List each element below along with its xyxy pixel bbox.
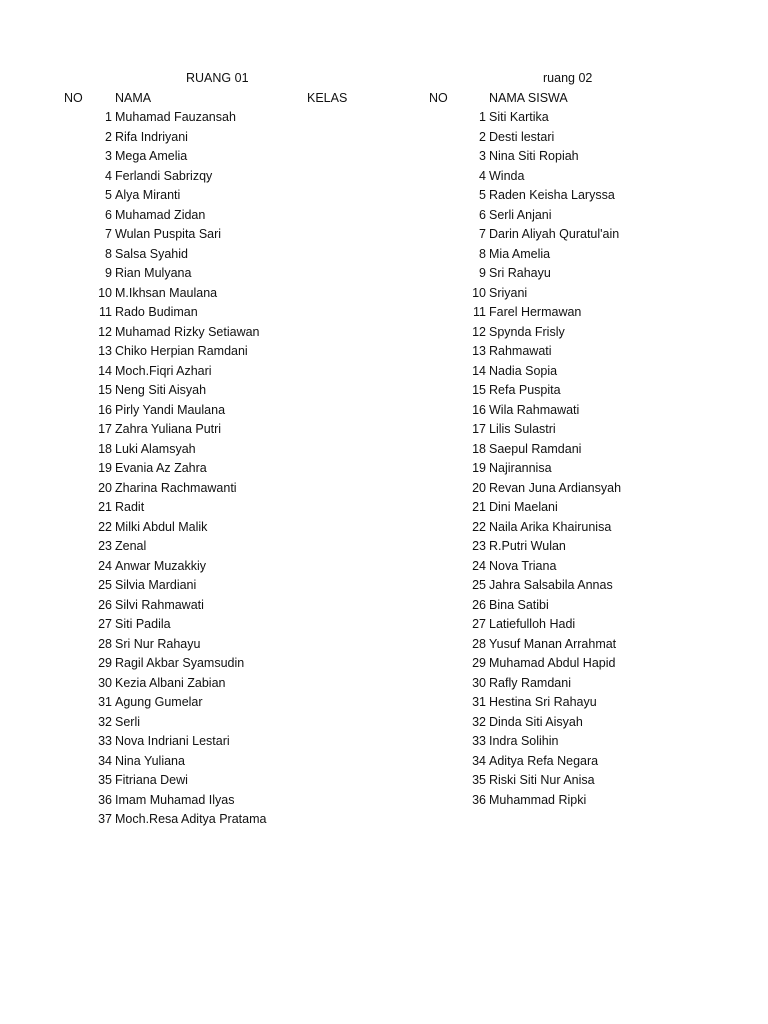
student-name: Indra Solihin bbox=[489, 734, 559, 748]
student-number: 3 bbox=[479, 149, 486, 163]
student-number: 23 bbox=[98, 539, 112, 553]
room2-title: ruang 02 bbox=[543, 71, 593, 85]
student-name: Winda bbox=[489, 168, 525, 183]
student-number: 24 bbox=[98, 558, 112, 573]
student-row bbox=[82, 557, 382, 577]
student-name: Rian Mulyana bbox=[115, 266, 192, 280]
student-number: 13 bbox=[98, 344, 112, 358]
student-name: Mia Amelia bbox=[489, 246, 551, 261]
student-number: 22 bbox=[472, 519, 486, 534]
student-name: Wila Rahmawati bbox=[489, 402, 580, 417]
student-row bbox=[82, 147, 382, 167]
student-row bbox=[456, 596, 756, 616]
student-number: 34 bbox=[98, 753, 112, 768]
student-row bbox=[82, 615, 382, 635]
student-name: Sriyani bbox=[489, 285, 528, 300]
student-row bbox=[82, 186, 382, 206]
student-row bbox=[456, 420, 756, 440]
student-row bbox=[82, 479, 382, 499]
student-number: 26 bbox=[472, 597, 486, 612]
student-number: 5 bbox=[479, 188, 486, 202]
student-number: 4 bbox=[105, 168, 112, 183]
student-name: Yusuf Manan Arrahmat bbox=[489, 636, 617, 651]
student-number: 17 bbox=[472, 422, 486, 436]
student-name: Anwar Muzakkiy bbox=[115, 558, 206, 573]
student-number: 25 bbox=[98, 578, 112, 592]
student-row bbox=[456, 401, 756, 421]
student-number: 8 bbox=[105, 246, 112, 261]
student-name: Radit bbox=[115, 500, 145, 514]
student-row bbox=[82, 752, 382, 772]
student-name: Riski Siti Nur Anisa bbox=[489, 773, 595, 787]
student-name: Nina Yuliana bbox=[115, 753, 185, 768]
student-row bbox=[456, 323, 756, 343]
room1-name-header: NAMA bbox=[115, 91, 152, 105]
student-name: Muhammad Ripki bbox=[489, 792, 587, 807]
student-row bbox=[82, 264, 382, 284]
student-name: Rifa Indriyani bbox=[115, 129, 188, 144]
student-number: 9 bbox=[105, 266, 112, 280]
student-number: 30 bbox=[98, 675, 112, 690]
student-row bbox=[82, 342, 382, 362]
student-name: R.Putri Wulan bbox=[489, 539, 566, 553]
student-name: Bina Satibi bbox=[489, 597, 549, 612]
student-row bbox=[456, 186, 756, 206]
student-number: 27 bbox=[98, 617, 112, 631]
student-row bbox=[456, 537, 756, 557]
student-row bbox=[82, 713, 382, 733]
student-number: 2 bbox=[479, 129, 486, 144]
student-name: Evania Az Zahra bbox=[115, 461, 207, 475]
student-name: Rahmawati bbox=[489, 344, 552, 358]
student-row bbox=[82, 537, 382, 557]
student-number: 9 bbox=[479, 266, 486, 280]
student-name: M.Ikhsan Maulana bbox=[115, 285, 218, 300]
student-name: Rado Budiman bbox=[115, 305, 198, 319]
student-number: 34 bbox=[472, 753, 486, 768]
student-name: Neng Siti Aisyah bbox=[115, 383, 207, 397]
student-row bbox=[456, 518, 756, 538]
student-row bbox=[82, 303, 382, 323]
student-number: 11 bbox=[99, 305, 112, 319]
student-row bbox=[82, 654, 382, 674]
student-number: 22 bbox=[98, 519, 112, 534]
student-row bbox=[456, 654, 756, 674]
student-name: Zenal bbox=[115, 539, 147, 553]
student-number: 16 bbox=[98, 402, 112, 417]
student-name: Sri Rahayu bbox=[489, 266, 551, 280]
student-row bbox=[82, 635, 382, 655]
student-name: Saepul Ramdani bbox=[489, 441, 582, 456]
student-number: 33 bbox=[98, 734, 112, 748]
student-name: Rafly Ramdani bbox=[489, 675, 571, 690]
student-row bbox=[456, 342, 756, 362]
room1-class-header: KELAS bbox=[307, 91, 348, 105]
student-name: Alya Miranti bbox=[115, 188, 181, 202]
student-number: 5 bbox=[105, 188, 112, 202]
student-row bbox=[456, 713, 756, 733]
student-name: Siti Padila bbox=[115, 617, 171, 631]
student-number: 16 bbox=[472, 402, 486, 417]
student-name: Ferlandi Sabrizqy bbox=[115, 168, 213, 183]
student-row bbox=[82, 362, 382, 382]
student-number: 4 bbox=[479, 168, 486, 183]
student-row bbox=[456, 693, 756, 713]
student-number: 30 bbox=[472, 675, 486, 690]
student-row bbox=[456, 771, 756, 791]
student-number: 14 bbox=[98, 363, 112, 378]
student-number: 32 bbox=[472, 714, 486, 729]
student-row bbox=[82, 674, 382, 694]
student-row bbox=[456, 732, 756, 752]
student-name: Moch.Resa Aditya Pratama bbox=[115, 812, 267, 826]
student-number: 36 bbox=[472, 792, 486, 807]
student-row bbox=[456, 791, 756, 811]
student-row bbox=[82, 459, 382, 479]
student-row bbox=[456, 381, 756, 401]
student-number: 17 bbox=[98, 422, 112, 436]
student-number: 13 bbox=[472, 344, 486, 358]
student-row bbox=[82, 771, 382, 791]
student-row bbox=[456, 362, 756, 382]
student-row bbox=[82, 323, 382, 343]
student-name: Wulan Puspita Sari bbox=[115, 227, 222, 241]
student-name: Imam Muhamad Ilyas bbox=[115, 792, 235, 807]
student-name: Aditya Refa Negara bbox=[489, 753, 599, 768]
room1-title: RUANG 01 bbox=[186, 71, 249, 85]
student-number: 6 bbox=[105, 207, 112, 222]
student-name: Kezia Albani Zabian bbox=[115, 675, 226, 690]
student-row bbox=[82, 810, 382, 830]
student-row bbox=[456, 108, 756, 128]
student-name: Dinda Siti Aisyah bbox=[489, 714, 583, 729]
student-number: 7 bbox=[105, 227, 112, 241]
student-number: 8 bbox=[479, 246, 486, 261]
student-number: 31 bbox=[472, 695, 486, 709]
student-number: 21 bbox=[472, 500, 486, 514]
student-name: Sri Nur Rahayu bbox=[115, 636, 201, 651]
student-number: 23 bbox=[472, 539, 486, 553]
student-name: Luki Alamsyah bbox=[115, 441, 196, 456]
student-row bbox=[456, 576, 756, 596]
student-row bbox=[82, 206, 382, 226]
student-name: Nova Triana bbox=[489, 558, 557, 573]
student-number: 28 bbox=[98, 636, 112, 651]
student-row bbox=[456, 284, 756, 304]
student-number: 20 bbox=[98, 480, 112, 495]
student-row bbox=[82, 498, 382, 518]
student-number: 1 bbox=[105, 110, 112, 124]
student-row bbox=[456, 264, 756, 284]
student-row bbox=[456, 440, 756, 460]
student-number: 31 bbox=[98, 695, 112, 709]
student-name: Latiefulloh Hadi bbox=[489, 617, 576, 631]
student-row bbox=[82, 791, 382, 811]
student-row bbox=[82, 381, 382, 401]
student-name: Revan Juna Ardiansyah bbox=[489, 480, 622, 495]
student-name: Jahra Salsabila Annas bbox=[489, 578, 613, 592]
student-number: 12 bbox=[98, 324, 112, 339]
student-number: 21 bbox=[98, 500, 112, 514]
student-name: Lilis Sulastri bbox=[489, 422, 556, 436]
student-row bbox=[82, 596, 382, 616]
student-row bbox=[456, 303, 756, 323]
student-name: Refa Puspita bbox=[489, 383, 561, 397]
student-name: Nova Indriani Lestari bbox=[115, 734, 230, 748]
student-number: 35 bbox=[98, 773, 112, 787]
student-row bbox=[82, 440, 382, 460]
student-row bbox=[82, 167, 382, 187]
student-name: Nina Siti Ropiah bbox=[489, 149, 579, 163]
student-number: 20 bbox=[472, 480, 486, 495]
student-row bbox=[456, 752, 756, 772]
student-name: Agung Gumelar bbox=[115, 695, 203, 709]
student-name: Muhamad Zidan bbox=[115, 207, 206, 222]
student-number: 6 bbox=[479, 207, 486, 222]
room2-student-list bbox=[456, 108, 756, 810]
student-name: Serli Anjani bbox=[489, 207, 552, 222]
student-number: 2 bbox=[105, 129, 112, 144]
student-number: 10 bbox=[98, 285, 112, 300]
student-name: Muhamad Abdul Hapid bbox=[489, 656, 616, 670]
student-name: Silvi Rahmawati bbox=[115, 597, 204, 612]
student-name: Hestina Sri Rahayu bbox=[489, 695, 597, 709]
student-name: Najirannisa bbox=[489, 461, 552, 475]
student-name: Nadia Sopia bbox=[489, 363, 558, 378]
student-name: Siti Kartika bbox=[489, 110, 549, 124]
student-number: 28 bbox=[472, 636, 486, 651]
student-row bbox=[82, 128, 382, 148]
student-name: Moch.Fiqri Azhari bbox=[115, 363, 212, 378]
room2-no-header: NO bbox=[429, 91, 448, 105]
student-name: Raden Keisha Laryssa bbox=[489, 188, 615, 202]
student-number: 25 bbox=[472, 578, 486, 592]
student-name: Zahra Yuliana Putri bbox=[115, 422, 222, 436]
student-row bbox=[456, 225, 756, 245]
student-row bbox=[456, 206, 756, 226]
student-number: 7 bbox=[479, 227, 486, 241]
student-number: 15 bbox=[472, 383, 486, 397]
student-name: Spynda Frisly bbox=[489, 324, 565, 339]
student-row bbox=[82, 225, 382, 245]
student-name: Muhamad Rizky Setiawan bbox=[115, 324, 260, 339]
student-row bbox=[456, 245, 756, 265]
student-name: Salsa Syahid bbox=[115, 246, 188, 261]
student-number: 29 bbox=[472, 656, 486, 670]
student-name: Serli bbox=[115, 714, 141, 729]
student-number: 15 bbox=[98, 383, 112, 397]
student-row bbox=[82, 284, 382, 304]
student-name: Milki Abdul Malik bbox=[115, 519, 208, 534]
student-row bbox=[456, 635, 756, 655]
student-row bbox=[456, 167, 756, 187]
student-name: Chiko Herpian Ramdani bbox=[115, 344, 248, 358]
student-number: 18 bbox=[98, 441, 112, 456]
student-row bbox=[456, 615, 756, 635]
student-name: Muhamad Fauzansah bbox=[115, 110, 236, 124]
student-row bbox=[82, 576, 382, 596]
student-name: Ragil Akbar Syamsudin bbox=[115, 656, 245, 670]
room1-student-list bbox=[82, 108, 382, 830]
student-row bbox=[82, 518, 382, 538]
student-name: Mega Amelia bbox=[115, 149, 188, 163]
student-row bbox=[82, 245, 382, 265]
student-number: 10 bbox=[472, 285, 486, 300]
student-row bbox=[456, 459, 756, 479]
student-number: 29 bbox=[98, 656, 112, 670]
student-name: Zharina Rachmawanti bbox=[115, 480, 237, 495]
student-row bbox=[82, 732, 382, 752]
student-number: 27 bbox=[472, 617, 486, 631]
student-number: 24 bbox=[472, 558, 486, 573]
student-number: 14 bbox=[472, 363, 486, 378]
student-number: 19 bbox=[472, 461, 486, 475]
student-row bbox=[456, 128, 756, 148]
student-number: 3 bbox=[105, 149, 112, 163]
room2-name-header: NAMA SISWA bbox=[489, 91, 568, 105]
student-row bbox=[456, 498, 756, 518]
student-name: Silvia Mardiani bbox=[115, 578, 197, 592]
student-row bbox=[456, 147, 756, 167]
student-name: Desti lestari bbox=[489, 129, 555, 144]
student-number: 33 bbox=[472, 734, 486, 748]
student-row bbox=[456, 674, 756, 694]
student-name: Naila Arika Khairunisa bbox=[489, 519, 612, 534]
student-number: 26 bbox=[98, 597, 112, 612]
student-number: 18 bbox=[472, 441, 486, 456]
student-number: 32 bbox=[98, 714, 112, 729]
student-row bbox=[82, 108, 382, 128]
student-row bbox=[82, 693, 382, 713]
student-number: 1 bbox=[479, 110, 486, 124]
student-name: Dini Maelani bbox=[489, 500, 558, 514]
student-row bbox=[456, 557, 756, 577]
student-number: 11 bbox=[473, 305, 486, 319]
student-row bbox=[456, 479, 756, 499]
student-number: 19 bbox=[98, 461, 112, 475]
room1-no-header: NO bbox=[64, 91, 83, 105]
student-number: 36 bbox=[98, 792, 112, 807]
student-name: Fitriana Dewi bbox=[115, 773, 188, 787]
student-number: 37 bbox=[98, 812, 112, 826]
student-name: Darin Aliyah Quratul'ain bbox=[489, 227, 620, 241]
student-name: Farel Hermawan bbox=[489, 305, 582, 319]
student-number: 12 bbox=[472, 324, 486, 339]
student-number: 35 bbox=[472, 773, 486, 787]
student-name: Pirly Yandi Maulana bbox=[115, 402, 226, 417]
student-row bbox=[82, 401, 382, 421]
student-row bbox=[82, 420, 382, 440]
